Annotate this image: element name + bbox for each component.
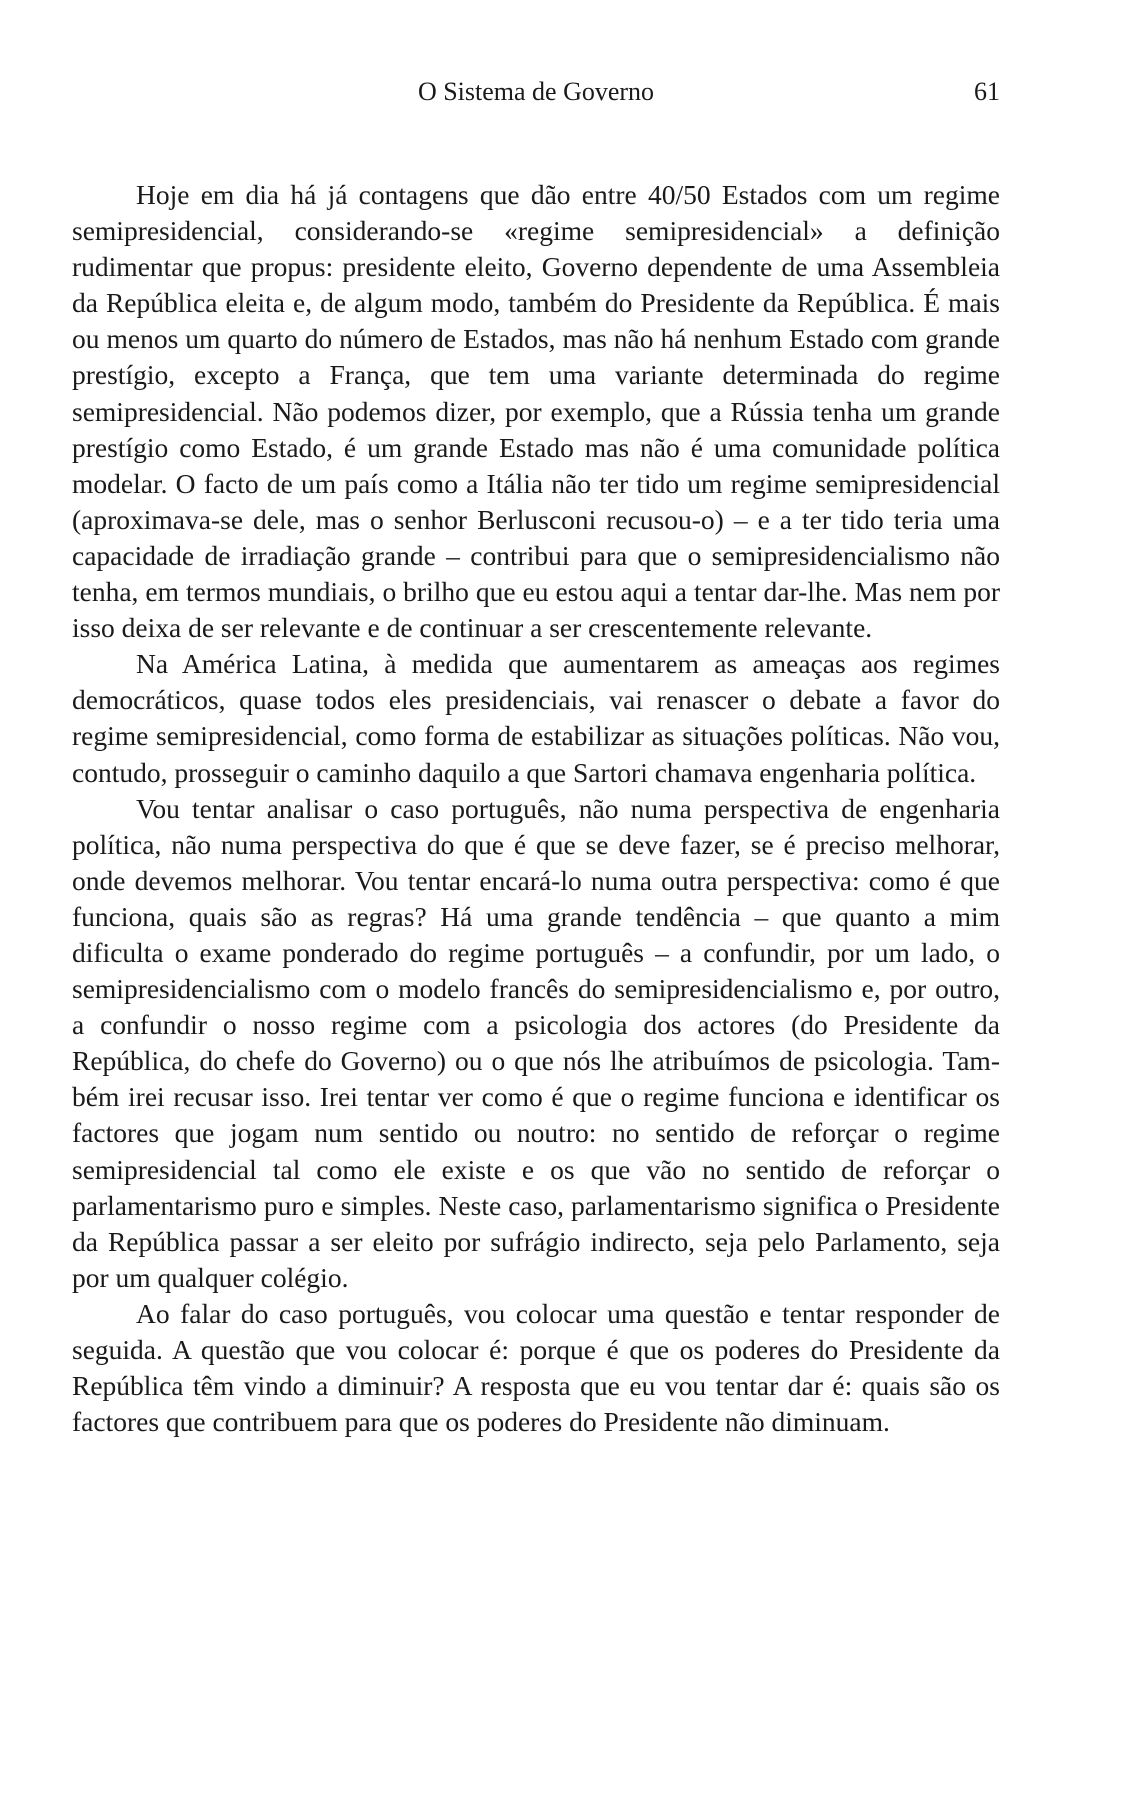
paragraph: Hoje em dia há já contagens que dão entre 40/50 Estados com um regime semipresidencial, considerando-se «regime semipresidencial» a definição rudimentar que propus: presidente eleito, Governo dependente de uma Assembleia da República eleita e, de algum modo, também do Presidente da República. É mais ou menos um quarto do número de Estados, mas não há nenhum Estado com grande prestígio, excepto a França, que tem uma variante determinada do regime semipresidencial. Não podemos dizer, por exemplo, que a Rússia tenha um grande prestígio como Estado, é um grande Estado mas não é uma comunidade política modelar. O facto de um país como a Itália não ter tido um regime semipresidencial (aproximava-se dele, mas o senhor Berlusconi recusou-o) – e a ter tido teria uma capacidade de irradiação grande – contribui para que o semipresidencialismo não tenha, em termos mundiais, o brilho que eu estou aqui a tentar dar-lhe. Mas nem por isso deixa de ser relevante e de continuar a ser crescentemente relevante. — [72, 179, 1000, 644]
page-number: 61 — [974, 77, 1000, 106]
running-head — [72, 76, 1000, 108]
paragraph: Vou tentar analisar o caso português, não numa perspectiva de engenharia política, não numa perspectiva do que é que se deve fazer, se é preciso melhorar, onde devemos melhorar. Vou tentar encará-lo numa outra perspectiva: como é que funciona, quais são as regras? Há uma grande tendência – que quanto a mim dificulta o exame ponderado do regime português – a confundir, por um lado, o semipresidencialismo com o modelo francês do semipresidencialismo e, por outro, a confundir o nosso regime com a psicologia dos actores (do Presidente da República, do chefe do Governo) ou o que nós lhe atribuímos de psicologia. Também irei recusar isso. Irei tentar ver como é que o regime funciona e identificar os factores que jogam num sentido ou noutro: no sentido de reforçar o regime semipresidencial tal como ele existe e os que vão no sentido de reforçar o parlamentarismo puro e simples. Neste caso, parlamentarismo significa o Presidente da República passar a ser eleito por sufrágio indirecto, seja pelo Parlamento, seja por um qualquer colégio. — [72, 792, 1000, 1293]
running-title: O Sistema de Governo — [417, 77, 655, 106]
paragraph: Ao falar do caso português, vou colocar uma questão e tentar responder de seguida. A questão que vou colocar é: porque é que os poderes do Presidente da República têm vindo a diminuir? A resposta que eu vou tentar dar é: quais são os factores que contribuem para que os poderes do Presidente não diminuam. — [72, 1297, 1000, 1438]
paragraph: Na América Latina, à medida que aumentarem as ameaças aos regimes democráticos, quase todos eles presidenciais, vai renascer o debate a favor do regime semipresidencial, como forma de estabilizar as situações políticas. Não vou, contudo, prosseguir o caminho daquilo a que Sartori chamava engenharia política. — [72, 648, 1000, 788]
body-text — [72, 177, 1000, 1440]
